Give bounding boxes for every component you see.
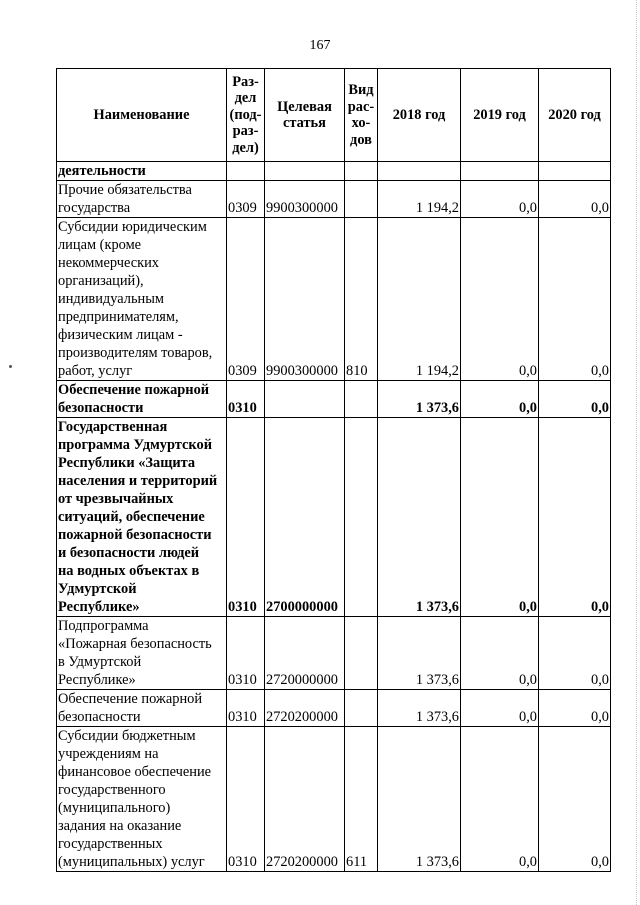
cell-section — [227, 162, 265, 181]
table-row — [57, 218, 611, 381]
table-row — [57, 381, 611, 418]
cell-2018: 1 373,6 — [378, 617, 461, 690]
cell-section: 0309 — [227, 218, 265, 381]
cell-2020: 0,0 — [539, 218, 611, 381]
header-2019: 2019 год — [461, 69, 539, 162]
cell-target: 9900300000 — [265, 218, 345, 381]
cell-target: 2700000000 — [265, 418, 345, 617]
cell-name: Обеспечение пожарной безопасности — [57, 690, 227, 727]
cell-2018: 1 373,6 — [378, 381, 461, 418]
header-2020: 2020 год — [539, 69, 611, 162]
table-row — [57, 690, 611, 727]
cell-name: деятельности — [57, 162, 227, 181]
cell-2018 — [378, 162, 461, 181]
table-row — [57, 181, 611, 218]
cell-2020: 0,0 — [539, 727, 611, 872]
cell-type — [345, 690, 378, 727]
table-header-row — [57, 69, 611, 162]
table-row — [57, 727, 611, 872]
cell-section: 0310 — [227, 690, 265, 727]
cell-2019 — [461, 162, 539, 181]
cell-type — [345, 418, 378, 617]
header-target: Целевая статья — [265, 69, 345, 162]
cell-2020: 0,0 — [539, 418, 611, 617]
cell-2020: 0,0 — [539, 381, 611, 418]
cell-section: 0309 — [227, 181, 265, 218]
cell-2018: 1 373,6 — [378, 418, 461, 617]
cell-2018: 1 373,6 — [378, 690, 461, 727]
cell-type: 611 — [345, 727, 378, 872]
cell-type — [345, 617, 378, 690]
cell-2020: 0,0 — [539, 617, 611, 690]
cell-section: 0310 — [227, 727, 265, 872]
table-row — [57, 418, 611, 617]
cell-type: 810 — [345, 218, 378, 381]
cell-2019: 0,0 — [461, 690, 539, 727]
cell-type — [345, 162, 378, 181]
cell-section: 0310 — [227, 381, 265, 418]
page-number: 167 — [309, 38, 331, 53]
cell-2019: 0,0 — [461, 218, 539, 381]
table-row — [57, 162, 611, 181]
cell-section: 0310 — [227, 617, 265, 690]
budget-table — [56, 68, 611, 872]
cell-section: 0310 — [227, 418, 265, 617]
cell-name: Субсидии бюджетным учреждениям на финансовое обеспечение государственного (муниципального) задания на оказание государственных (муниципальных) услуг — [57, 727, 227, 872]
cell-name: Субсидии юридическим лицам (кроме некоммерческих организаций), индивидуальным предпринимателям, физическим лицам - производителям товаров, работ, услуг — [57, 218, 227, 381]
header-2018: 2018 год — [378, 69, 461, 162]
cell-2018: 1 373,6 — [378, 727, 461, 872]
cell-2020 — [539, 162, 611, 181]
cell-2020: 0,0 — [539, 181, 611, 218]
scan-margin-mark — [9, 365, 12, 368]
cell-target: 2720200000 — [265, 690, 345, 727]
cell-name: Подпрограмма «Пожарная безопасность в Удмуртской Республике» — [57, 617, 227, 690]
cell-2019: 0,0 — [461, 181, 539, 218]
cell-type — [345, 181, 378, 218]
cell-2020: 0,0 — [539, 690, 611, 727]
cell-target — [265, 162, 345, 181]
cell-2018: 1 194,2 — [378, 181, 461, 218]
table-row — [57, 617, 611, 690]
cell-2019: 0,0 — [461, 617, 539, 690]
cell-type — [345, 381, 378, 418]
cell-2019: 0,0 — [461, 418, 539, 617]
cell-target: 9900300000 — [265, 181, 345, 218]
cell-2018: 1 194,2 — [378, 218, 461, 381]
cell-name: Обеспечение пожарной безопасности — [57, 381, 227, 418]
cell-2019: 0,0 — [461, 381, 539, 418]
cell-name: Прочие обязательства государства — [57, 181, 227, 218]
cell-target: 2720000000 — [265, 617, 345, 690]
cell-2019: 0,0 — [461, 727, 539, 872]
header-name: Наименование — [57, 69, 227, 162]
header-section: Раз- дел (под- раз- дел) — [227, 69, 265, 162]
header-expense-type: Вид рас- хо- дов — [345, 69, 378, 162]
cell-target — [265, 381, 345, 418]
cell-name: Государственная программа Удмуртской Республики «Защита населения и территорий от чрезвычайных ситуаций, обеспечение пожарной безопасности и безопасности людей на водных объектах в Удмуртской Республике» — [57, 418, 227, 617]
scan-edge-dots — [635, 0, 637, 905]
cell-target: 2720200000 — [265, 727, 345, 872]
